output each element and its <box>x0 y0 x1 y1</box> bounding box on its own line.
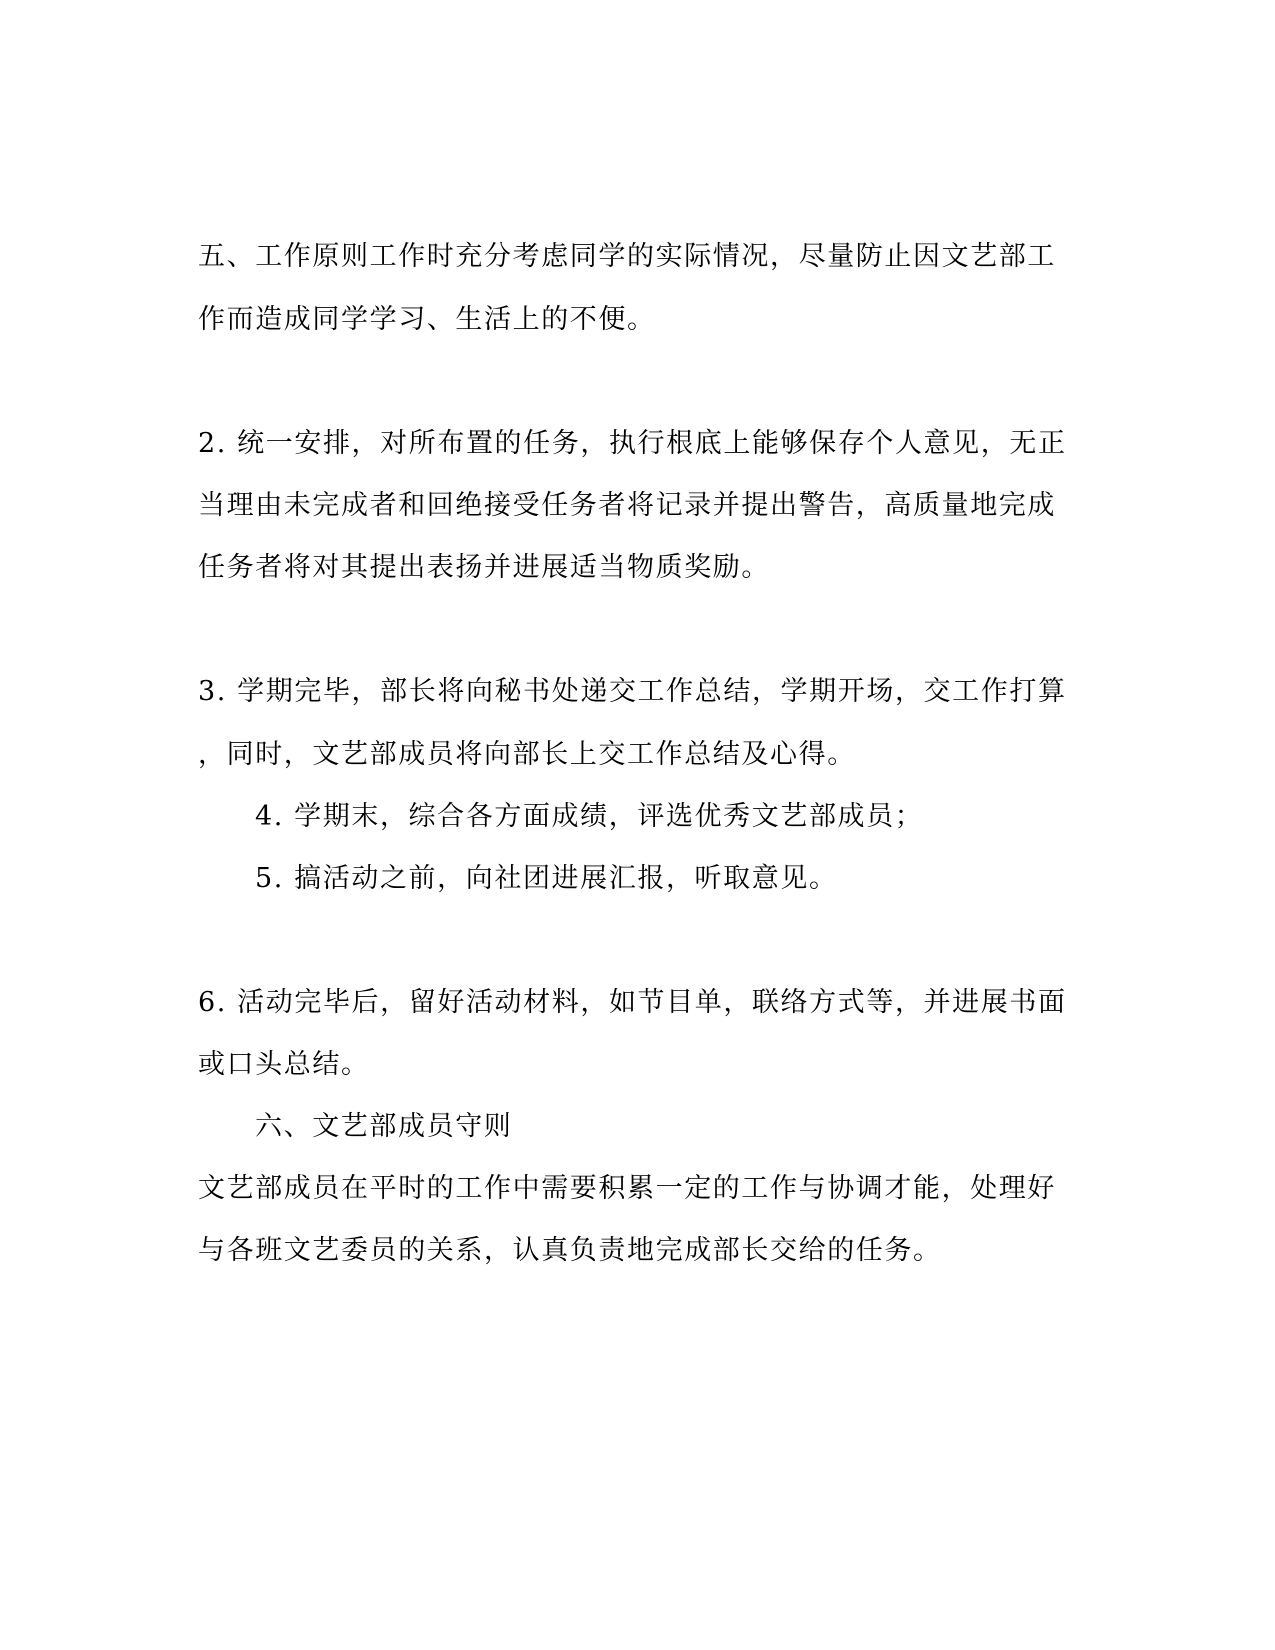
paragraph-line: 4. 学期末，综合各方面成绩，评选优秀文艺部成员； <box>255 801 924 832</box>
paragraph-line: ，同时，文艺部成员将向部长上交工作总结及心得。 <box>198 739 856 770</box>
paragraph-line: 6. 活动完毕后，留好活动材料，如节目单，联络方式等，并进展书面 <box>198 987 1067 1018</box>
paragraph-line: 2. 统一安排，对所布置的任务，执行根底上能够保存个人意见，无正 <box>198 428 1067 459</box>
paragraph-line: 与各班文艺委员的关系，认真负责地完成部长交给的任务。 <box>198 1235 942 1266</box>
paragraph-line: 当理由未完成者和回绝接受任务者将记录并提出警告，高质量地完成 <box>198 490 1056 521</box>
paragraph-line: 5. 搞活动之前，向社团进展汇报，听取意见。 <box>255 863 838 894</box>
paragraph-line: 五、工作原则工作时充分考虑同学的实际情况，尽量防止因文艺部工 <box>198 241 1056 272</box>
paragraph-line: 或口头总结。 <box>198 1049 370 1080</box>
paragraph-line: 任务者将对其提出表扬并进展适当物质奖励。 <box>198 552 770 583</box>
paragraph-line: 作而造成同学学习、生活上的不便。 <box>198 304 656 335</box>
paragraph-line: 3. 学期完毕，部长将向秘书处递交工作总结，学期开场，交工作打算 <box>198 676 1067 707</box>
section-heading: 六、文艺部成员守则 <box>255 1111 513 1142</box>
paragraph-line: 文艺部成员在平时的工作中需要积累一定的工作与协调才能，处理好 <box>198 1173 1056 1204</box>
